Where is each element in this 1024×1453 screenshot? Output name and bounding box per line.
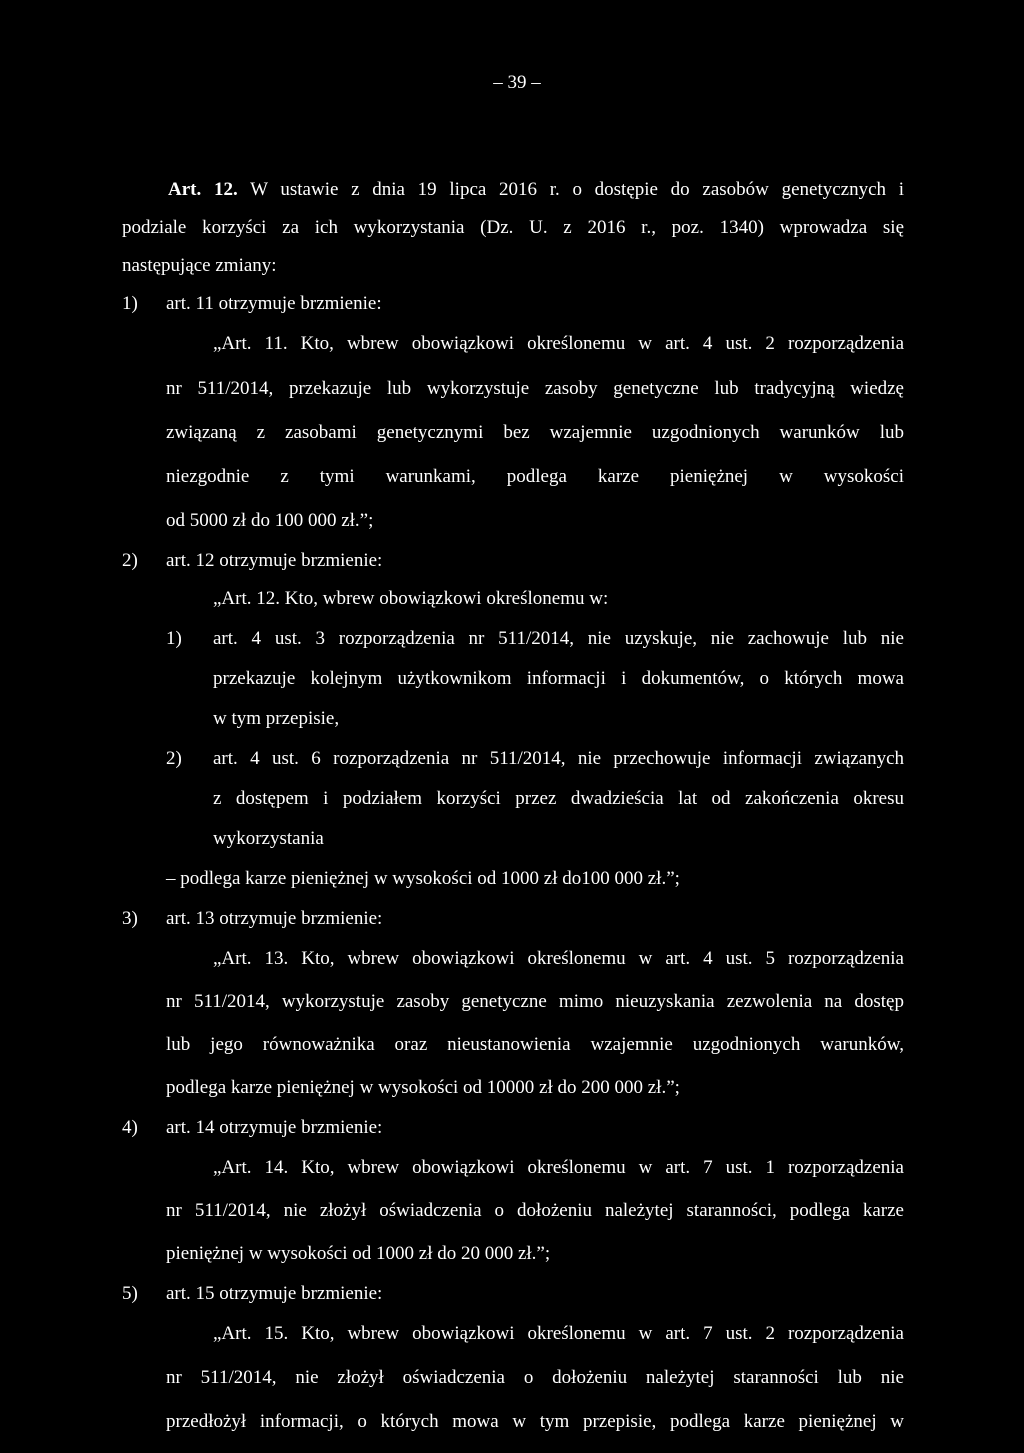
item-3-heading: art. 13 otrzymuje brzmienie: xyxy=(166,908,383,929)
article-intro-line-2: podziale korzyści za ich wykorzystania (Dz. U. z 2016 r., poz. 1340) wprowadza się xyxy=(122,217,904,238)
article-label: Art. 12. xyxy=(168,179,238,200)
item-3-number: 3) xyxy=(122,908,138,929)
item-2-number: 2) xyxy=(122,550,138,571)
item-2-sub-1-line-2: przekazuje kolejnym użytkownikom informacji i dokumentów, o których mowa xyxy=(213,668,904,689)
item-1-line-2: nr 511/2014, przekazuje lub wykorzystuje zasoby genetyczne lub tradycyjną wiedzę xyxy=(166,378,904,399)
item-5-number: 5) xyxy=(122,1283,138,1304)
item-2-sub-1-number: 1) xyxy=(166,628,182,649)
item-4-heading: art. 14 otrzymuje brzmienie: xyxy=(166,1117,383,1138)
article-intro-line-3: następujące zmiany: xyxy=(122,255,277,276)
item-1-line-3: związaną z zasobami genetycznymi bez wzajemnie uzgodnionych warunków lub xyxy=(166,422,904,443)
item-2-intro: „Art. 12. Kto, wbrew obowiązkowi określonemu w: xyxy=(213,588,609,609)
item-3-line-3: lub jego równoważnika oraz nieustanowienia wzajemnie uzgodnionych warunków, xyxy=(166,1034,904,1055)
item-5-line-2: nr 511/2014, nie złożył oświadczenia o dołożeniu należytej staranności lub nie xyxy=(166,1367,904,1388)
article-intro-line-1: Art. 12. W ustawie z dnia 19 lipca 2016 r. o dostępie do zasobów genetycznych i xyxy=(168,179,905,200)
item-5-line-3: przedłożył informacji, o których mowa w tym przepisie, podlega karze pieniężnej w xyxy=(166,1411,904,1432)
item-2-sub-2-number: 2) xyxy=(166,748,182,769)
item-2-heading: art. 12 otrzymuje brzmienie: xyxy=(166,550,383,571)
item-4-line-2: nr 511/2014, nie złożył oświadczenia o dołożeniu należytej staranności, podlega karze xyxy=(166,1200,904,1221)
page-number: – 39 – xyxy=(493,72,541,93)
item-1-line-4: niezgodnie z tymi warunkami, podlega karze pieniężnej w wysokości xyxy=(166,466,904,487)
item-2-sub-2-line-1: art. 4 ust. 6 rozporządzenia nr 511/2014, nie przechowuje informacji związanych xyxy=(213,748,904,769)
item-2-sub-1-line-3: w tym przepisie, xyxy=(213,708,340,729)
item-4-line-1: „Art. 14. Kto, wbrew obowiązkowi określonemu w art. 7 ust. 1 rozporządzenia xyxy=(213,1157,904,1178)
item-5-line-1: „Art. 15. Kto, wbrew obowiązkowi określonemu w art. 7 ust. 2 rozporządzenia xyxy=(213,1323,904,1344)
item-3-line-2: nr 511/2014, wykorzystuje zasoby genetyczne mimo nieuzyskania zezwolenia na dostęp xyxy=(166,991,904,1012)
item-4-line-3: pieniężnej w wysokości od 1000 zł do 20 000 zł.”; xyxy=(166,1243,551,1264)
item-2-sub-2-line-2: z dostępem i podziałem korzyści przez dwadzieścia lat od zakończenia okresu xyxy=(213,788,904,809)
item-5-heading: art. 15 otrzymuje brzmienie: xyxy=(166,1283,383,1304)
item-2-sub-2-line-3: wykorzystania xyxy=(213,828,324,849)
item-3-line-1: „Art. 13. Kto, wbrew obowiązkowi określonemu w art. 4 ust. 5 rozporządzenia xyxy=(213,948,904,969)
item-1-number: 1) xyxy=(122,293,138,314)
item-4-number: 4) xyxy=(122,1117,138,1138)
item-2-closing: – podlega karze pieniężnej w wysokości od 1000 zł do100 000 zł.”; xyxy=(166,868,680,889)
item-1-heading: art. 11 otrzymuje brzmienie: xyxy=(166,293,382,314)
item-1-line-1: „Art. 11. Kto, wbrew obowiązkowi określonemu w art. 4 ust. 2 rozporządzenia xyxy=(213,333,904,354)
item-1-line-5: od 5000 zł do 100 000 zł.”; xyxy=(166,510,374,531)
item-2-sub-1-line-1: art. 4 ust. 3 rozporządzenia nr 511/2014, nie uzyskuje, nie zachowuje lub nie xyxy=(213,628,904,649)
item-3-line-4: podlega karze pieniężnej w wysokości od 10000 zł do 200 000 zł.”; xyxy=(166,1077,680,1098)
